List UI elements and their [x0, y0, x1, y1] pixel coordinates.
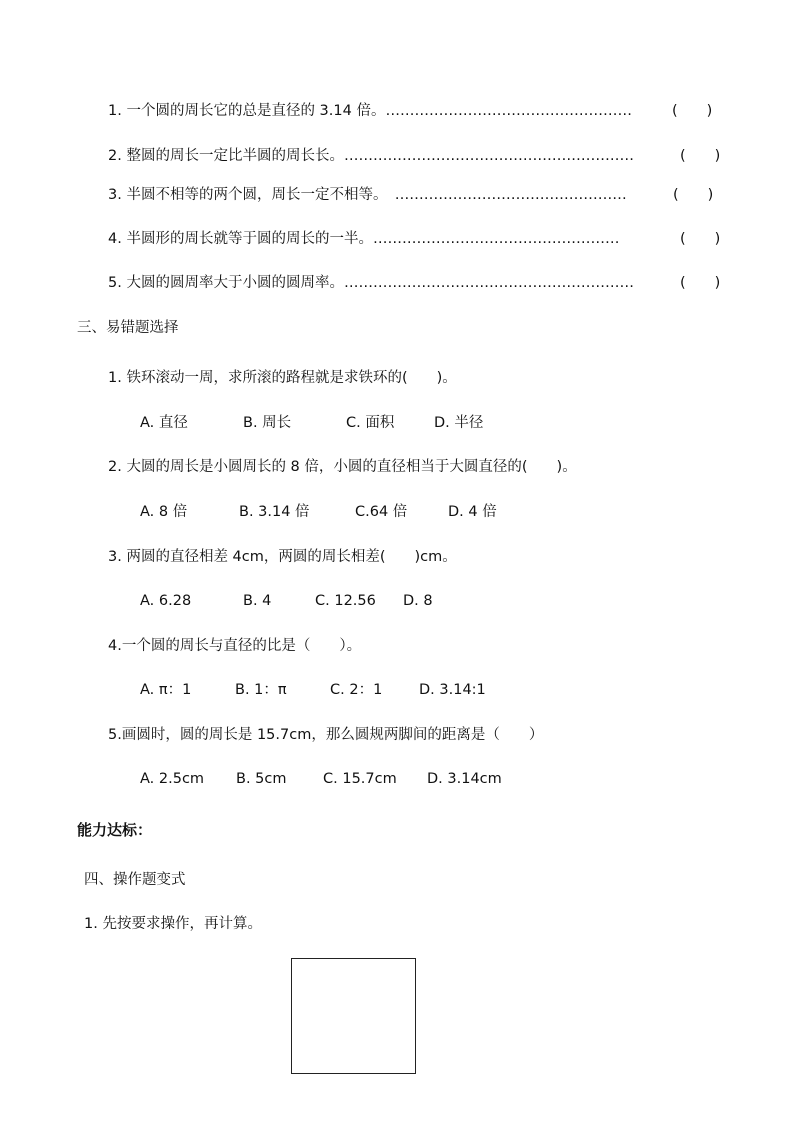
option-3d[interactable]: D. 8 — [403, 593, 433, 609]
judge-item-3: 3. 半圆不相等的两个圆，周长一定不相等。 ………………………………………… — [108, 187, 627, 203]
square-figure — [291, 958, 416, 1074]
section3-title: 三、易错题选择 — [77, 320, 179, 336]
choice-question-2: 2. 大圆的周长是小圆周长的 8 倍，小圆的直径相当于大圆直径的( )。 — [108, 459, 577, 475]
option-4c[interactable]: C. 2：1 — [330, 682, 383, 698]
option-4a[interactable]: A. π：1 — [140, 682, 192, 698]
option-3b[interactable]: B. 4 — [243, 593, 272, 609]
judge-item-5: 5. 大圆的圆周率大于小圆的圆周率。…………………………………………………… — [108, 275, 634, 291]
option-5b[interactable]: B. 5cm — [236, 771, 287, 787]
answer-paren-5[interactable]: ( ) — [680, 275, 721, 291]
answer-paren-3[interactable]: ( ) — [673, 187, 714, 203]
ability-title: 能力达标： — [77, 821, 153, 839]
option-3a[interactable]: A. 6.28 — [140, 593, 192, 609]
judge-item-2: 2. 整圆的周长一定比半圆的周长长。…………………………………………………… — [108, 148, 634, 164]
choice-question-4: 4.一个圆的周长与直径的比是（ ）。 — [108, 638, 362, 654]
option-1c[interactable]: C. 面积 — [346, 415, 395, 431]
answer-paren-1[interactable]: ( ) — [672, 103, 713, 119]
option-4b[interactable]: B. 1：π — [235, 682, 287, 698]
option-5d[interactable]: D. 3.14cm — [427, 771, 502, 787]
choice-question-3: 3. 两圆的直径相差 4cm，两圆的周长相差( )cm。 — [108, 549, 457, 565]
option-2d[interactable]: D. 4 倍 — [448, 504, 497, 520]
option-1d[interactable]: D. 半径 — [434, 415, 484, 431]
option-2b[interactable]: B. 3.14 倍 — [239, 504, 310, 520]
option-4d[interactable]: D. 3.14:1 — [419, 682, 486, 698]
answer-paren-4[interactable]: ( ) — [680, 231, 721, 247]
choice-question-5: 5.画圆时，圆的周长是 15.7cm，那么圆规两脚间的距离是（ ） — [108, 727, 544, 743]
option-2c[interactable]: C.64 倍 — [355, 504, 408, 520]
judge-item-1: 1. 一个圆的周长它的总是直径的 3.14 倍。…………………………………………… — [108, 103, 632, 119]
option-2a[interactable]: A. 8 倍 — [140, 504, 188, 520]
choice-question-1: 1. 铁环滚动一周，求所滚的路程就是求铁环的( )。 — [108, 370, 457, 386]
judge-item-4: 4. 半圆形的周长就等于圆的周长的一半。…………………………………………… — [108, 231, 620, 247]
operation-item-1: 1. 先按要求操作，再计算。 — [84, 916, 262, 932]
option-1b[interactable]: B. 周长 — [243, 415, 292, 431]
answer-paren-2[interactable]: ( ) — [680, 148, 721, 164]
option-1a[interactable]: A. 直径 — [140, 415, 188, 431]
option-5a[interactable]: A. 2.5cm — [140, 771, 205, 787]
section4-title: 四、操作题变式 — [84, 872, 186, 888]
option-5c[interactable]: C. 15.7cm — [323, 771, 397, 787]
option-3c[interactable]: C. 12.56 — [315, 593, 376, 609]
